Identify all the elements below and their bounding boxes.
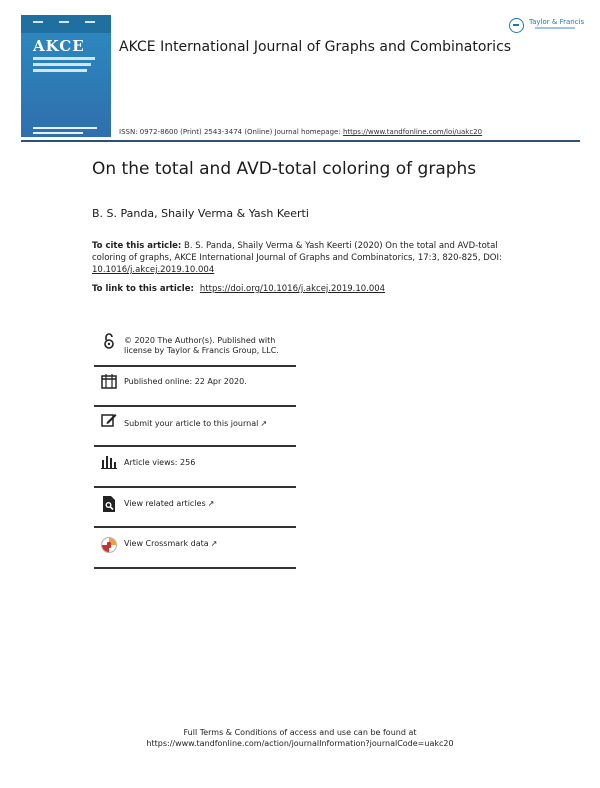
article-link-label: To link to this article: — [92, 284, 194, 294]
citation-label: To cite this article: — [92, 241, 182, 251]
cover-band — [21, 15, 111, 33]
document-search-icon — [100, 495, 118, 513]
journal-cover-image — [21, 15, 111, 137]
citation-text: B. S. Panda, Shaily Verma & Yash Keerti (2020) On the total and AVD-total coloring of graphs, AKCE International Journal of Graphs and Combinatorics, 17:3, 820-825, DOI: — [92, 241, 502, 263]
footer-terms — [0, 727, 600, 749]
cover-footer-line — [33, 132, 83, 134]
related-articles-text: View related articles — [124, 499, 206, 508]
publisher-logo-icon — [509, 18, 524, 33]
footer-terms-text: Full Terms & Conditions of access and use can be found at — [183, 728, 417, 737]
external-link-icon: ↗ — [260, 419, 268, 428]
open-access-icon — [100, 332, 118, 350]
cover-footer-line — [33, 127, 97, 129]
publisher-logo-text: Taylor & Francis — [529, 18, 585, 26]
related-articles-link[interactable] — [124, 499, 214, 509]
external-link-icon: ↗ — [207, 499, 215, 508]
cover-subtitle-line — [33, 69, 87, 72]
article-views-text: Article views: 256 — [124, 458, 196, 467]
article-title: On the total and AVD-total coloring of graphs — [92, 159, 477, 179]
publisher-logo[interactable] — [509, 16, 584, 36]
external-link-icon: ↗ — [210, 539, 218, 548]
calendar-icon — [100, 372, 118, 390]
item-divider — [94, 567, 296, 569]
article-link-line — [92, 284, 385, 294]
crossmark-text: View Crossmark data — [124, 539, 209, 548]
header-divider — [21, 140, 580, 142]
published-date-text: Published online: 22 Apr 2020. — [124, 377, 247, 386]
crossmark-icon — [100, 536, 118, 554]
issn-text: ISSN: 0972-8600 (Print) 2543-3474 (Online) Journal homepage: — [119, 128, 343, 136]
license-line-1: © 2020 The Author(s). Published with — [124, 336, 276, 345]
submit-article-text: Submit your article to this journal — [124, 419, 259, 428]
journal-homepage-link[interactable]: https://www.tandfonline.com/loi/uakc20 — [342, 128, 483, 136]
license-item — [94, 326, 296, 366]
article-views-item — [94, 446, 296, 487]
journal-title[interactable]: AKCE International Journal of Graphs and Combinatorics — [119, 39, 512, 55]
publisher-logo-tagline — [535, 27, 575, 29]
license-text — [124, 336, 279, 356]
cover-subtitle-line — [33, 63, 91, 66]
article-authors: B. S. Panda, Shaily Verma & Yash Keerti — [92, 207, 309, 220]
crossmark-item[interactable] — [94, 527, 296, 568]
submit-article-link[interactable] — [124, 419, 267, 429]
cover-subtitle-line — [33, 57, 95, 60]
published-item — [94, 366, 296, 406]
submit-edit-icon — [100, 411, 118, 429]
cover-logo: AKCE — [33, 37, 85, 55]
footer-terms-link[interactable]: https://www.tandfonline.com/action/journalInformation?journalCode=uakc20 — [146, 739, 454, 748]
crossmark-link[interactable] — [124, 539, 217, 549]
bar-chart-icon — [100, 452, 118, 470]
citation-doi-link[interactable]: 10.1016/j.akcej.2019.10.004 — [92, 265, 215, 275]
article-doi-link[interactable]: https://doi.org/10.1016/j.akcej.2019.10.004 — [199, 284, 386, 294]
submit-article-item[interactable] — [94, 406, 296, 446]
related-articles-item[interactable] — [94, 487, 296, 527]
citation-block — [92, 240, 532, 276]
issn-line — [119, 128, 482, 136]
license-line-2: license by Taylor & Francis Group, LLC. — [124, 346, 279, 355]
